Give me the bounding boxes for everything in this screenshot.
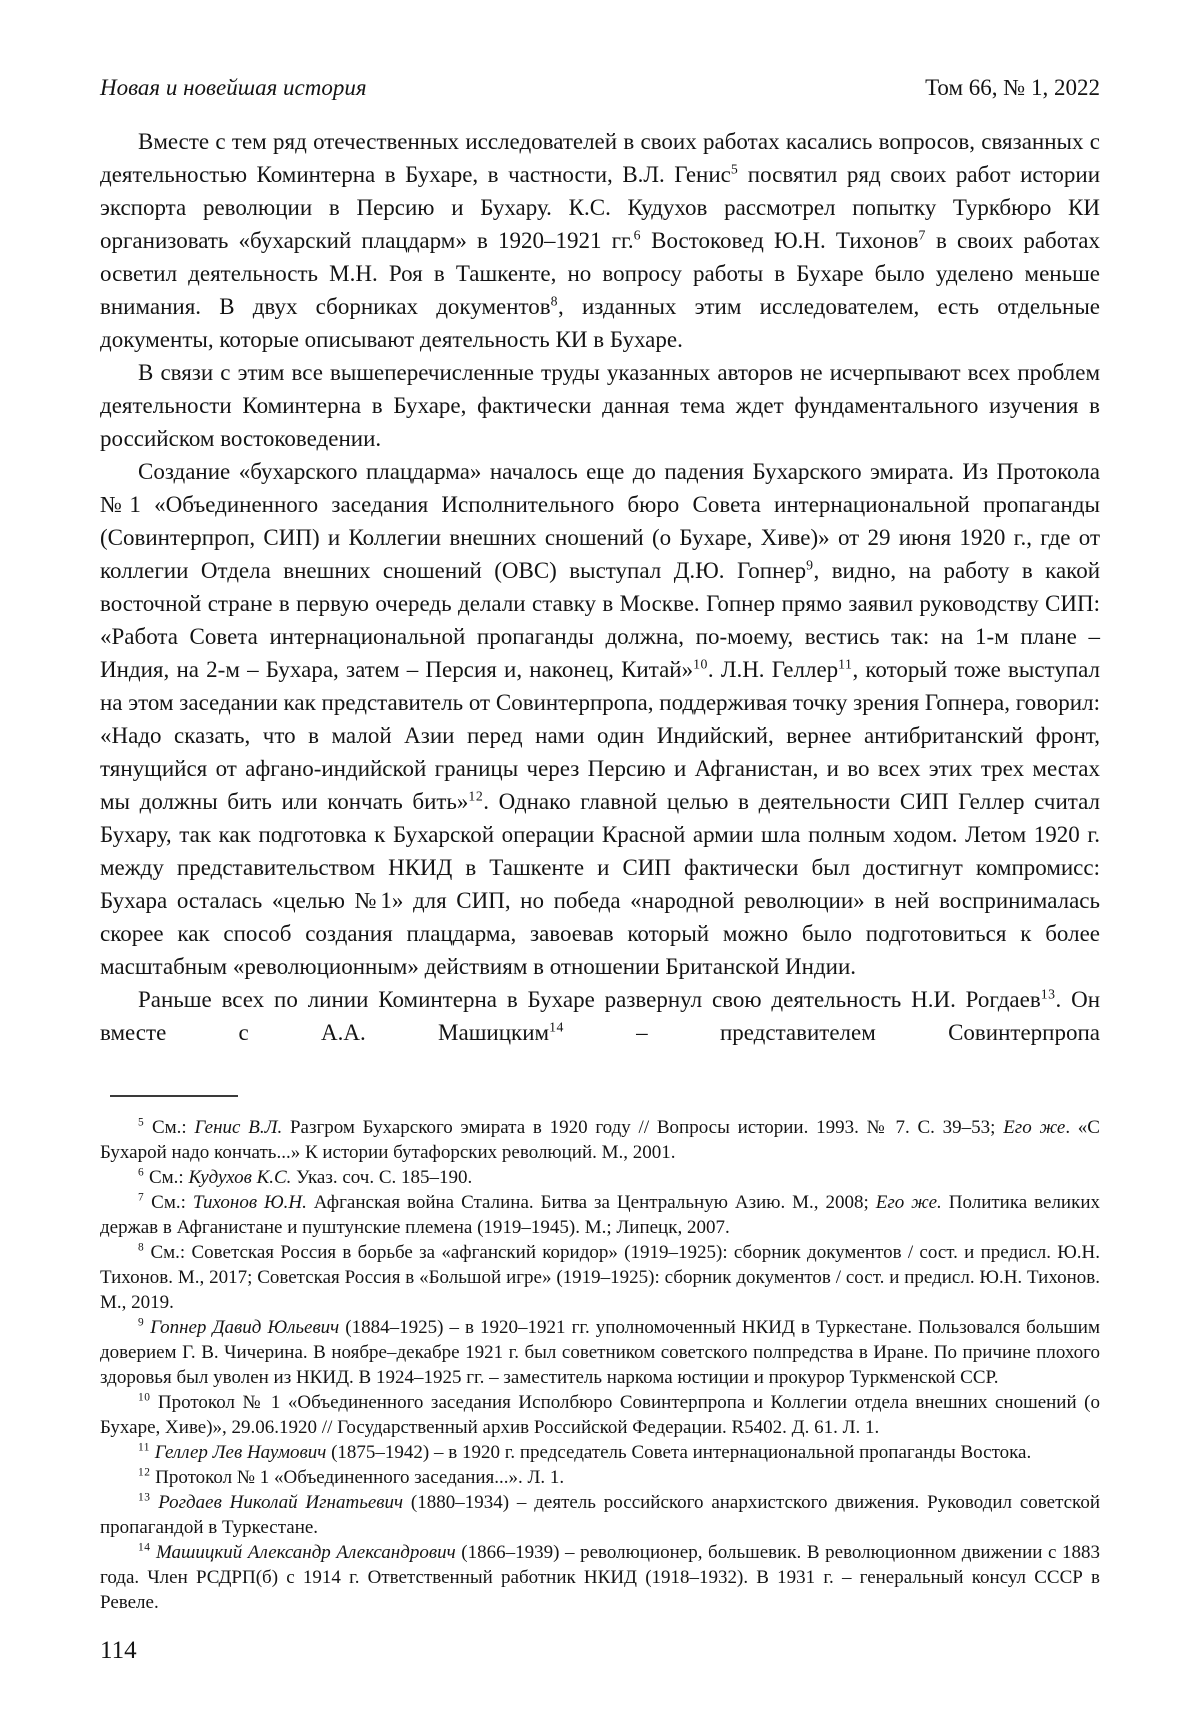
footnote-number: 5 [138, 1116, 145, 1129]
issue-info: Том 66, № 1, 2022 [925, 75, 1100, 100]
footnote-marker: 9 [806, 557, 814, 573]
footnote-text: Рогдаев Николай Игнатьевич (1880–1934) – деятель российского анархистского движения. Руководил советской пропагандой в Туркестане. [100, 1492, 1100, 1538]
footnote-number: 10 [138, 1391, 151, 1404]
footnote [100, 1440, 1100, 1465]
footnote [100, 1540, 1100, 1615]
footnote-number: 7 [138, 1191, 145, 1204]
footnote-text: См.: Тихонов Ю.Н. Афганская война Сталина. Битва за Центральную Азию. М., 2008; Его же. Политика великих держав в Афганистане и пуштунские племена (1919–1945). М.; Липецк, 2007. [100, 1192, 1101, 1238]
footnote-text: Протокол № 1 «Объединенного заседания...». Л. 1. [150, 1467, 565, 1488]
footnote-marker: 11 [838, 656, 853, 672]
footnote-number: 13 [138, 1491, 151, 1504]
footnote [100, 1490, 1100, 1540]
page-number: 114 [100, 1637, 137, 1664]
footnote-text: Протокол № 1 «Объединенного заседания Исполбюро Совинтерпропа и Коллегии отдела внешних сношений (о Бухаре, Хиве)», 29.06.1920 // Государственный архив Российской Федерации. R5402. Д. 61. Л. 1. [100, 1392, 1100, 1438]
footnote-marker: 13 [1040, 986, 1056, 1002]
footnote-separator-rule [110, 1095, 238, 1097]
footnote [100, 1115, 1100, 1165]
footnote-number: 11 [138, 1441, 150, 1454]
footnote-number: 9 [138, 1316, 145, 1329]
footnote [100, 1165, 1100, 1190]
footnote-marker: 5 [730, 161, 739, 177]
footnote-text: См.: Генис В.Л. Разгром Бухарского эмирата в 1920 году // Вопросы истории. 1993. № 7. С. 39–53; Его же. «С Бухарой надо кончать...» К истории бутафорских революций. М., 2001. [100, 1117, 1100, 1163]
footnote-number: 8 [138, 1241, 145, 1254]
footnote [100, 1190, 1100, 1240]
footnote-number: 12 [138, 1466, 151, 1479]
footnote-marker: 12 [468, 788, 484, 804]
footnote-text: См.: Советская Россия в борьбе за «афганский коридор» (1919–1925): сборник документов / сост. и предисл. Ю.Н. Тихонов. М., 2017; Советская Россия в «Большой игре» (1919–1925): сборник документов / сост. и предисл. Ю.Н. Тихонов. М., 2019. [100, 1242, 1100, 1313]
footnote [100, 1240, 1100, 1315]
footnote-marker: 8 [550, 293, 559, 309]
footnote [100, 1390, 1100, 1440]
footnote [100, 1315, 1100, 1390]
journal-title: Новая и новейшая история [100, 75, 367, 100]
footnote-marker: 6 [633, 227, 642, 243]
paragraph: Раньше всех по линии Коминтерна в Бухаре развернул свою деятельность Н.И. Рогдаев$^{13}$. Он вместе с А.А. Машицким$^{14}$ – представителем Совинтерпропа [100, 986, 1101, 1045]
running-head [100, 75, 1100, 101]
paragraph: Вместе с тем ряд отечественных исследователей в своих работах касались вопросов, связанных с деятельностью Коминтерна в Бухаре, в частности, В.Л. Генис$^5$ посвятил ряд своих работ истории экспорта революции в Персию и Бухару. К.С. Кудухов рассмотрел попытку Туркбюро КИ организовать «бухарский плацдарм» в 1920–1921 гг.$^6$ Востоковед Ю.Н. Тихонов$^7$ в своих работах осветил деятельность М.Н. Роя в Ташкенте, но вопросу работы в Бухаре было уделено меньше внимания. В двух сборниках документов$^8$, изданных этим исследователем, есть отдельные документы, которые описывают деятельность КИ в Бухаре. [100, 129, 1100, 352]
footnote-number: 14 [138, 1541, 151, 1554]
paragraph: Создание «бухарского плацдарма» началось еще до падения Бухарского эмирата. Из Протокола №1 «Объединенного заседания Исполнительного бюро Совета интернациональной пропаганды (Совинтерпроп, СИП) и Коллегии внешних сношений (о Бухаре, Хиве)» от 29 июня 1920 г., где от коллегии Отдела внешних сношений (ОВС) выступал Д.Ю. Гопнер$^9$, видно, на работу в какой восточной стране в первую очередь делали ставку в Москве. Гопнер прямо заявил руководству СИП: «Работа Совета интернациональной пропаганды должна, по-моему, вестись так: на 1-м плане – Индия, на 2-м – Бухара, затем – Персия и, наконец, Китай»$^{10}$. Л.Н. Геллер$^{11}$, который тоже выступал на этом заседании как представитель от Совинтерпропа, поддерживая точку зрения Гопнера, говорил: «Надо сказать, что в малой Азии перед нами один Индийский, вернее антибританский фронт, тянущийся от афгано-индийской границы через Персию и Афганистан, и во всех этих трех местах мы должны бить или кончать бить»$^{12}$. Однако главной целью в деятельности СИП Геллер считал Бухару, так как подготовка к Бухарской операции Красной армии шла полным ходом. Летом 1920 г. между представительством НКИД в Ташкенте и СИП фактически был достигнут компромисс: Бухара осталась «целью №1» для СИП, но победа «народной революции» в ней воспринималась скорее как способ создания плацдарма, завоевав который можно было подготовиться к более масштабным «революционным» действиям в отношении Британской Индии. [100, 459, 1101, 979]
footnote-text: См.: Кудухов К.С. Указ. соч. С. 185–190. [144, 1167, 473, 1188]
footnote-marker: 7 [918, 227, 926, 243]
footnote-marker: 14 [549, 1019, 564, 1035]
footnote-block [100, 1095, 1100, 1615]
footnote-marker: 10 [693, 656, 708, 672]
paragraph: В связи с этим все вышеперечисленные труды указанных авторов не исчерпывают всех проблем деятельности Коминтерна в Бухаре, фактически данная тема ждет фундаментального изучения в российском востоковедении. [100, 360, 1100, 451]
footnotes-list [100, 1115, 1100, 1615]
article-body [100, 125, 1100, 1049]
footnote-number: 6 [138, 1166, 145, 1179]
footnote-text: Машицкий Александр Александрович (1866–1939) – революционер, большевик. В революционном движении с 1883 года. Член РСДРП(б) с 1914 г. Ответственный работник НКИД (1918–1932). В 1931 г. – генеральный консул СССР в Ревеле. [100, 1542, 1101, 1613]
footnote-text: Геллер Лев Наумович (1875–1942) – в 1920 г. председатель Совета интернациональной пропаганды Востока. [154, 1442, 1032, 1463]
footnote [100, 1465, 1100, 1490]
footnote-text: Гопнер Давид Юльевич (1884–1925) – в 1920–1921 гг. уполномоченный НКИД в Туркестане. Пользовался большим доверием Г. В. Чичерина. В ноябре–декабре 1921 г. был советником советского полпредства в Иране. По причине плохого здоровья был уволен из НКИД. В 1924–1925 гг. – заместитель наркома юстиции и прокурор Туркменской ССР. [100, 1317, 1100, 1388]
